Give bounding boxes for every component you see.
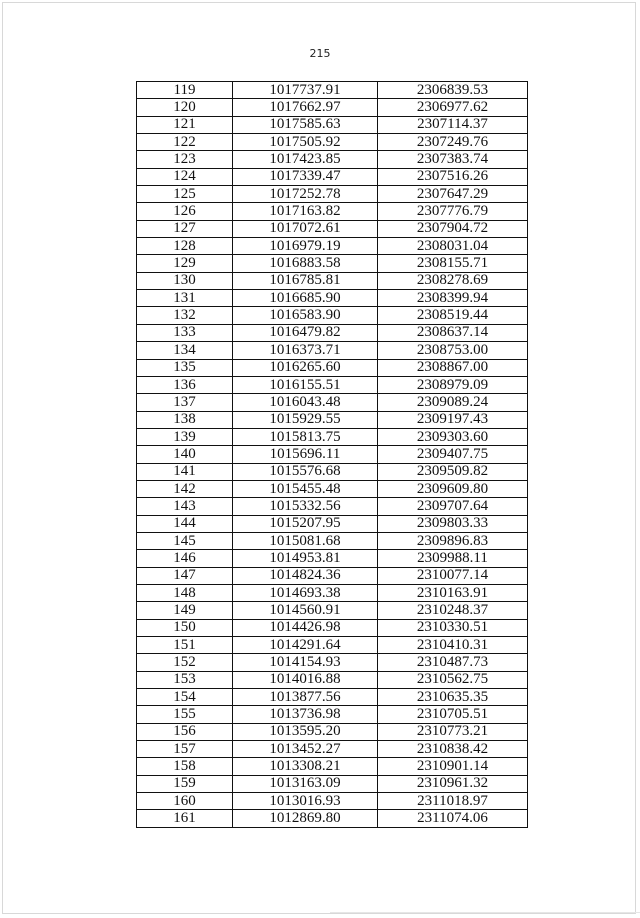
y-coordinate-cell: 2308519.44: [378, 307, 528, 324]
x-coordinate-cell: 1016373.71: [233, 342, 378, 359]
point-number-cell: 148: [137, 584, 233, 601]
y-coordinate-cell: 2307383.74: [378, 151, 528, 168]
table-row: [137, 203, 528, 220]
point-number-cell: 144: [137, 515, 233, 532]
y-coordinate-cell: 2308155.71: [378, 255, 528, 272]
point-number-cell: 145: [137, 532, 233, 549]
point-number-cell: 130: [137, 272, 233, 289]
table-row: [137, 515, 528, 532]
y-coordinate-cell: 2308637.14: [378, 324, 528, 341]
table-row: [137, 324, 528, 341]
x-coordinate-cell: 1015696.11: [233, 446, 378, 463]
table-row: [137, 532, 528, 549]
x-coordinate-cell: 1017423.85: [233, 151, 378, 168]
point-number-cell: 157: [137, 741, 233, 758]
x-coordinate-cell: 1014560.91: [233, 602, 378, 619]
point-number-cell: 131: [137, 290, 233, 307]
x-coordinate-cell: 1017252.78: [233, 186, 378, 203]
table-row: [137, 99, 528, 116]
point-number-cell: 129: [137, 255, 233, 272]
table-row: [137, 411, 528, 428]
table-row: [137, 723, 528, 740]
x-coordinate-cell: 1013877.56: [233, 689, 378, 706]
x-coordinate-cell: 1015081.68: [233, 532, 378, 549]
y-coordinate-cell: 2309407.75: [378, 446, 528, 463]
x-coordinate-cell: 1015813.75: [233, 428, 378, 445]
y-coordinate-cell: 2308753.00: [378, 342, 528, 359]
y-coordinate-cell: 2309089.24: [378, 394, 528, 411]
y-coordinate-cell: 2310163.91: [378, 584, 528, 601]
table-row: [137, 463, 528, 480]
point-number-cell: 119: [137, 82, 233, 99]
point-number-cell: 140: [137, 446, 233, 463]
x-coordinate-cell: 1017585.63: [233, 116, 378, 133]
table-row: [137, 498, 528, 515]
table-row: [137, 359, 528, 376]
x-coordinate-cell: 1017072.61: [233, 220, 378, 237]
y-coordinate-cell: 2309896.83: [378, 532, 528, 549]
y-coordinate-cell: 2306839.53: [378, 82, 528, 99]
point-number-cell: 122: [137, 134, 233, 151]
point-number-cell: 128: [137, 238, 233, 255]
table-row: [137, 602, 528, 619]
table-row: [137, 584, 528, 601]
x-coordinate-cell: 1016155.51: [233, 376, 378, 393]
y-coordinate-cell: 2306977.62: [378, 99, 528, 116]
x-coordinate-cell: 1014016.88: [233, 671, 378, 688]
x-coordinate-cell: 1013016.93: [233, 793, 378, 810]
table-row: [137, 446, 528, 463]
y-coordinate-cell: 2310773.21: [378, 723, 528, 740]
point-number-cell: 161: [137, 810, 233, 827]
x-coordinate-cell: 1016883.58: [233, 255, 378, 272]
table-row: [137, 307, 528, 324]
point-number-cell: 126: [137, 203, 233, 220]
table-row: [137, 775, 528, 792]
point-number-cell: 149: [137, 602, 233, 619]
x-coordinate-cell: 1017163.82: [233, 203, 378, 220]
table-row: [137, 272, 528, 289]
y-coordinate-cell: 2310330.51: [378, 619, 528, 636]
coordinates-table: [136, 81, 528, 828]
y-coordinate-cell: 2307249.76: [378, 134, 528, 151]
y-coordinate-cell: 2309988.11: [378, 550, 528, 567]
coordinates-table-body: [137, 82, 528, 828]
point-number-cell: 121: [137, 116, 233, 133]
y-coordinate-cell: 2307114.37: [378, 116, 528, 133]
point-number-cell: 151: [137, 637, 233, 654]
table-row: [137, 394, 528, 411]
y-coordinate-cell: 2308979.09: [378, 376, 528, 393]
x-coordinate-cell: 1014824.36: [233, 567, 378, 584]
y-coordinate-cell: 2307776.79: [378, 203, 528, 220]
point-number-cell: 158: [137, 758, 233, 775]
table-row: [137, 758, 528, 775]
page-number: 215: [309, 47, 331, 60]
table-row: [137, 82, 528, 99]
point-number-cell: 159: [137, 775, 233, 792]
table-row: [137, 619, 528, 636]
point-number-cell: 124: [137, 168, 233, 185]
table-row: [137, 255, 528, 272]
table-row: [137, 567, 528, 584]
y-coordinate-cell: 2310410.31: [378, 637, 528, 654]
x-coordinate-cell: 1016479.82: [233, 324, 378, 341]
point-number-cell: 136: [137, 376, 233, 393]
y-coordinate-cell: 2310838.42: [378, 741, 528, 758]
y-coordinate-cell: 2310248.37: [378, 602, 528, 619]
table-row: [137, 810, 528, 827]
x-coordinate-cell: 1015207.95: [233, 515, 378, 532]
x-coordinate-cell: 1016685.90: [233, 290, 378, 307]
y-coordinate-cell: 2307516.26: [378, 168, 528, 185]
point-number-cell: 153: [137, 671, 233, 688]
y-coordinate-cell: 2307904.72: [378, 220, 528, 237]
x-coordinate-cell: 1016583.90: [233, 307, 378, 324]
x-coordinate-cell: 1017737.91: [233, 82, 378, 99]
point-number-cell: 141: [137, 463, 233, 480]
y-coordinate-cell: 2310487.73: [378, 654, 528, 671]
table-row: [137, 220, 528, 237]
point-number-cell: 127: [137, 220, 233, 237]
x-coordinate-cell: 1014291.64: [233, 637, 378, 654]
table-row: [137, 290, 528, 307]
x-coordinate-cell: 1014154.93: [233, 654, 378, 671]
point-number-cell: 152: [137, 654, 233, 671]
point-number-cell: 135: [137, 359, 233, 376]
y-coordinate-cell: 2308867.00: [378, 359, 528, 376]
table-row: [137, 741, 528, 758]
table-row: [137, 116, 528, 133]
point-number-cell: 132: [137, 307, 233, 324]
point-number-cell: 133: [137, 324, 233, 341]
table-row: [137, 376, 528, 393]
y-coordinate-cell: 2310635.35: [378, 689, 528, 706]
point-number-cell: 143: [137, 498, 233, 515]
point-number-cell: 139: [137, 428, 233, 445]
point-number-cell: 150: [137, 619, 233, 636]
x-coordinate-cell: 1014693.38: [233, 584, 378, 601]
table-row: [137, 134, 528, 151]
table-row: [137, 342, 528, 359]
scan-edge-line: [330, 912, 640, 913]
x-coordinate-cell: 1013736.98: [233, 706, 378, 723]
y-coordinate-cell: 2308278.69: [378, 272, 528, 289]
table-row: [137, 428, 528, 445]
point-number-cell: 147: [137, 567, 233, 584]
point-number-cell: 146: [137, 550, 233, 567]
y-coordinate-cell: 2309609.80: [378, 480, 528, 497]
y-coordinate-cell: 2310562.75: [378, 671, 528, 688]
x-coordinate-cell: 1015576.68: [233, 463, 378, 480]
point-number-cell: 160: [137, 793, 233, 810]
point-number-cell: 120: [137, 99, 233, 116]
x-coordinate-cell: 1015929.55: [233, 411, 378, 428]
x-coordinate-cell: 1013308.21: [233, 758, 378, 775]
point-number-cell: 155: [137, 706, 233, 723]
x-coordinate-cell: 1016043.48: [233, 394, 378, 411]
x-coordinate-cell: 1015332.56: [233, 498, 378, 515]
y-coordinate-cell: 2310901.14: [378, 758, 528, 775]
x-coordinate-cell: 1013595.20: [233, 723, 378, 740]
table-row: [137, 186, 528, 203]
y-coordinate-cell: 2310705.51: [378, 706, 528, 723]
y-coordinate-cell: 2309707.64: [378, 498, 528, 515]
y-coordinate-cell: 2309803.33: [378, 515, 528, 532]
y-coordinate-cell: 2308031.04: [378, 238, 528, 255]
table-row: [137, 550, 528, 567]
x-coordinate-cell: 1015455.48: [233, 480, 378, 497]
table-row: [137, 654, 528, 671]
y-coordinate-cell: 2307647.29: [378, 186, 528, 203]
table-row: [137, 480, 528, 497]
point-number-cell: 137: [137, 394, 233, 411]
x-coordinate-cell: 1014426.98: [233, 619, 378, 636]
table-row: [137, 793, 528, 810]
y-coordinate-cell: 2308399.94: [378, 290, 528, 307]
x-coordinate-cell: 1017339.47: [233, 168, 378, 185]
y-coordinate-cell: 2309197.43: [378, 411, 528, 428]
table-row: [137, 238, 528, 255]
y-coordinate-cell: 2310077.14: [378, 567, 528, 584]
x-coordinate-cell: 1017662.97: [233, 99, 378, 116]
point-number-cell: 138: [137, 411, 233, 428]
y-coordinate-cell: 2310961.32: [378, 775, 528, 792]
x-coordinate-cell: 1016979.19: [233, 238, 378, 255]
y-coordinate-cell: 2309303.60: [378, 428, 528, 445]
y-coordinate-cell: 2309509.82: [378, 463, 528, 480]
table-row: [137, 671, 528, 688]
point-number-cell: 123: [137, 151, 233, 168]
table-row: [137, 706, 528, 723]
table-row: [137, 637, 528, 654]
x-coordinate-cell: 1013163.09: [233, 775, 378, 792]
y-coordinate-cell: 2311018.97: [378, 793, 528, 810]
point-number-cell: 125: [137, 186, 233, 203]
table-row: [137, 689, 528, 706]
x-coordinate-cell: 1017505.92: [233, 134, 378, 151]
x-coordinate-cell: 1016265.60: [233, 359, 378, 376]
point-number-cell: 154: [137, 689, 233, 706]
x-coordinate-cell: 1012869.80: [233, 810, 378, 827]
x-coordinate-cell: 1014953.81: [233, 550, 378, 567]
table-row: [137, 168, 528, 185]
x-coordinate-cell: 1016785.81: [233, 272, 378, 289]
table-row: [137, 151, 528, 168]
x-coordinate-cell: 1013452.27: [233, 741, 378, 758]
point-number-cell: 134: [137, 342, 233, 359]
y-coordinate-cell: 2311074.06: [378, 810, 528, 827]
point-number-cell: 156: [137, 723, 233, 740]
point-number-cell: 142: [137, 480, 233, 497]
